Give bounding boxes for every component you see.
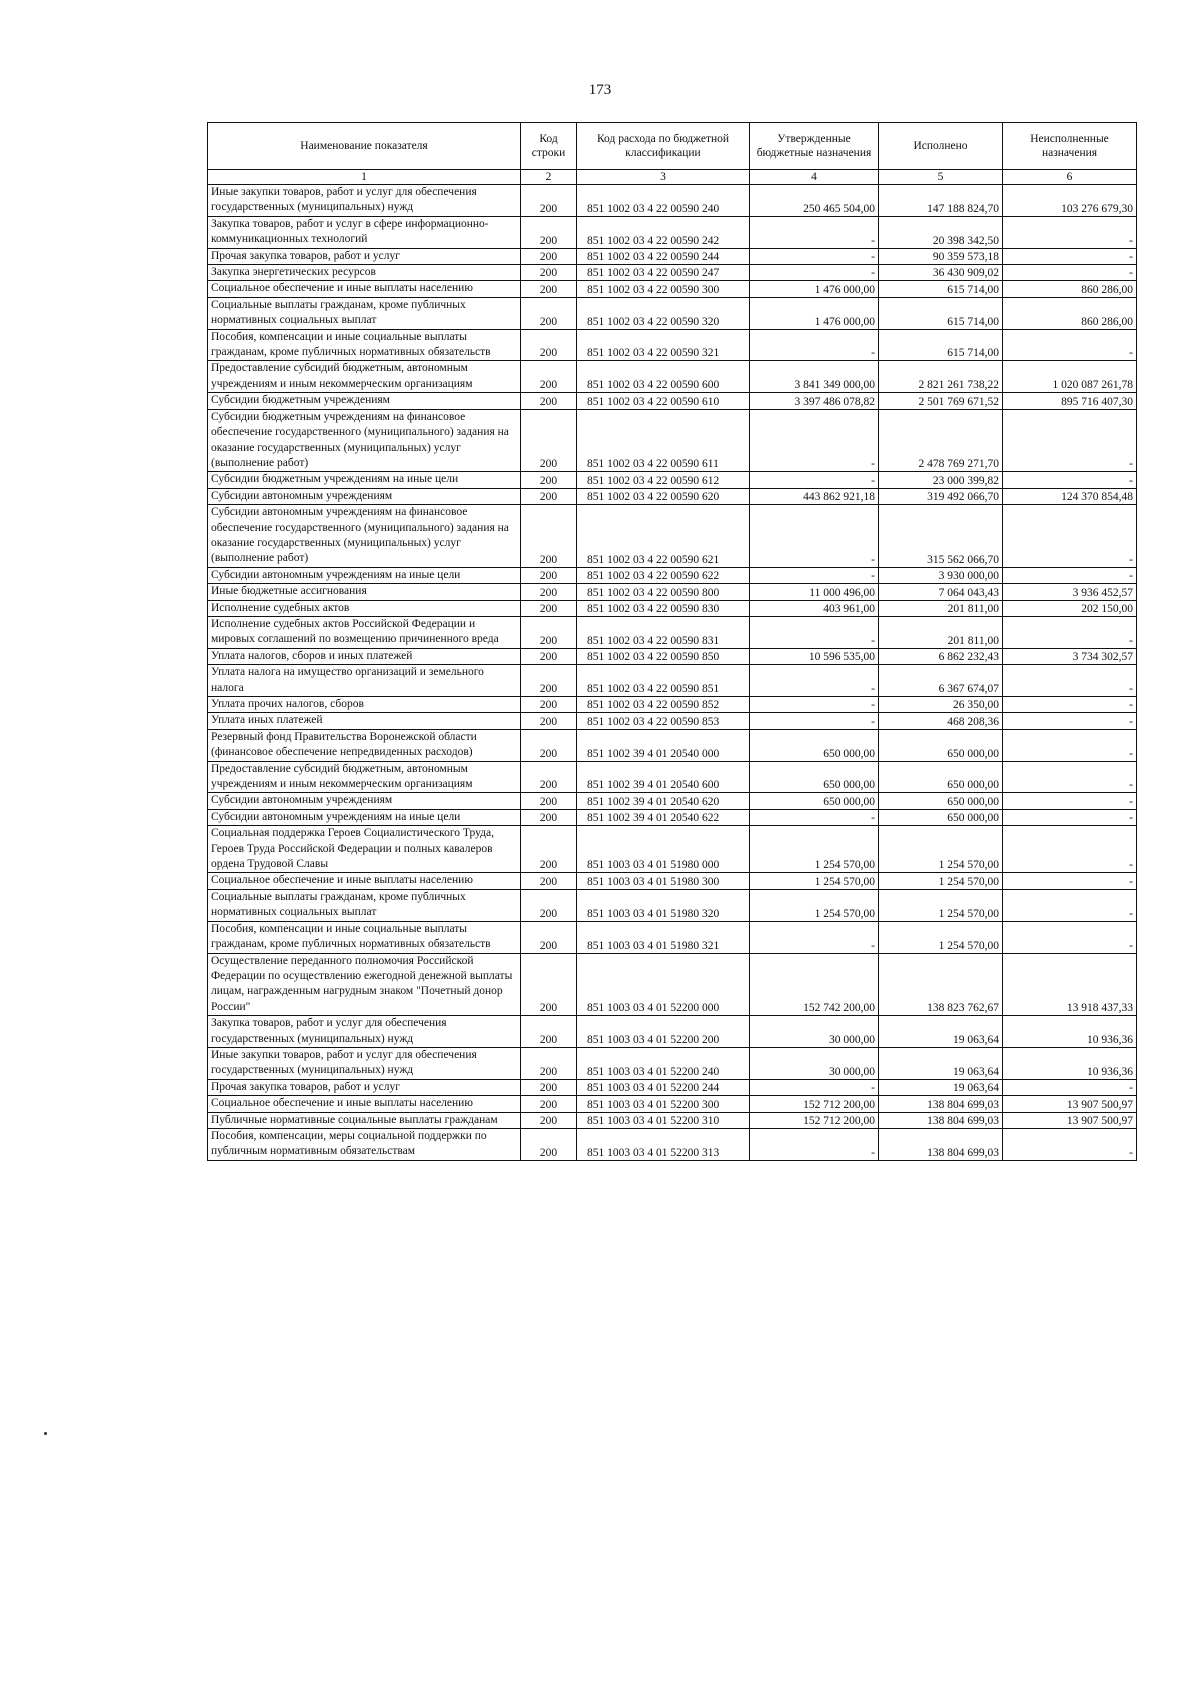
row-classification-cell: 851 1003 03 4 01 52200 244 <box>577 1079 750 1095</box>
table-body <box>208 185 1137 1161</box>
row-classification-cell: 851 1002 03 4 22 00590 320 <box>577 297 750 329</box>
column-number: 4 <box>750 170 879 185</box>
table-row <box>208 600 1137 616</box>
row-executed-cell: 19 063,64 <box>879 1016 1003 1048</box>
row-approved-cell: 10 596 535,00 <box>750 648 879 664</box>
row-unexecuted-cell: 1 020 087 261,78 <box>1003 361 1137 393</box>
table-row <box>208 248 1137 264</box>
row-unexecuted-cell: - <box>1003 1079 1137 1095</box>
row-name-cell: Субсидии автономным учреждениям <box>208 488 521 504</box>
row-line-code-cell: 200 <box>521 393 577 409</box>
table-row <box>208 665 1137 697</box>
row-classification-cell: 851 1003 03 4 01 51980 000 <box>577 826 750 873</box>
row-line-code-cell: 200 <box>521 472 577 488</box>
row-classification-cell: 851 1002 03 4 22 00590 600 <box>577 361 750 393</box>
row-approved-cell: - <box>750 567 879 583</box>
row-unexecuted-cell: - <box>1003 616 1137 648</box>
row-executed-cell: 615 714,00 <box>879 281 1003 297</box>
table-row <box>208 409 1137 472</box>
row-line-code-cell: 200 <box>521 873 577 889</box>
row-unexecuted-cell: - <box>1003 248 1137 264</box>
row-classification-cell: 851 1002 03 4 22 00590 247 <box>577 265 750 281</box>
row-line-code-cell: 200 <box>521 953 577 1016</box>
row-classification-cell: 851 1002 03 4 22 00590 240 <box>577 185 750 217</box>
row-approved-cell: 1 254 570,00 <box>750 826 879 873</box>
row-executed-cell: 26 350,00 <box>879 697 1003 713</box>
table-row <box>208 265 1137 281</box>
row-executed-cell: 201 811,00 <box>879 600 1003 616</box>
row-name-cell: Исполнение судебных актов Российской Федерации и мировых соглашений по возмещению причиненного вреда <box>208 616 521 648</box>
row-name-cell: Пособия, компенсации и иные социальные выплаты гражданам, кроме публичных нормативных обязательств <box>208 921 521 953</box>
row-classification-cell: 851 1002 03 4 22 00590 853 <box>577 713 750 729</box>
table-row <box>208 216 1137 248</box>
scan-dot <box>44 1432 47 1435</box>
row-unexecuted-cell: 10 936,36 <box>1003 1016 1137 1048</box>
row-name-cell: Предоставление субсидий бюджетным, автономным учреждениям и иным некоммерческим организациям <box>208 361 521 393</box>
row-line-code-cell: 200 <box>521 505 577 568</box>
row-executed-cell: 23 000 399,82 <box>879 472 1003 488</box>
row-line-code-cell: 200 <box>521 729 577 761</box>
row-name-cell: Социальная поддержка Героев Социалистического Труда, Героев Труда Российской Федерации и полных кавалеров ордена Трудовой Славы <box>208 826 521 873</box>
table-row <box>208 297 1137 329</box>
row-approved-cell: - <box>750 713 879 729</box>
row-name-cell: Социальное обеспечение и иные выплаты населению <box>208 1096 521 1112</box>
row-line-code-cell: 200 <box>521 567 577 583</box>
column-number: 3 <box>577 170 750 185</box>
table-row <box>208 1047 1137 1079</box>
row-classification-cell: 851 1002 03 4 22 00590 831 <box>577 616 750 648</box>
table-row <box>208 729 1137 761</box>
row-executed-cell: 1 254 570,00 <box>879 826 1003 873</box>
row-classification-cell: 851 1002 03 4 22 00590 611 <box>577 409 750 472</box>
row-approved-cell: 3 397 486 078,82 <box>750 393 879 409</box>
row-name-cell: Субсидии автономным учреждениям на иные цели <box>208 567 521 583</box>
row-approved-cell: - <box>750 665 879 697</box>
table-row <box>208 1079 1137 1095</box>
row-approved-cell: 403 961,00 <box>750 600 879 616</box>
row-executed-cell: 650 000,00 <box>879 793 1003 809</box>
row-executed-cell: 90 359 573,18 <box>879 248 1003 264</box>
row-unexecuted-cell: 13 907 500,97 <box>1003 1096 1137 1112</box>
row-executed-cell: 468 208,36 <box>879 713 1003 729</box>
row-line-code-cell: 200 <box>521 1096 577 1112</box>
row-approved-cell: - <box>750 1128 879 1160</box>
row-executed-cell: 615 714,00 <box>879 329 1003 361</box>
row-name-cell: Прочая закупка товаров, работ и услуг <box>208 248 521 264</box>
column-number: 1 <box>208 170 521 185</box>
row-classification-cell: 851 1002 03 4 22 00590 620 <box>577 488 750 504</box>
row-approved-cell: - <box>750 505 879 568</box>
row-line-code-cell: 200 <box>521 361 577 393</box>
row-name-cell: Социальное обеспечение и иные выплаты населению <box>208 873 521 889</box>
row-unexecuted-cell: 202 150,00 <box>1003 600 1137 616</box>
row-line-code-cell: 200 <box>521 809 577 825</box>
row-executed-cell: 319 492 066,70 <box>879 488 1003 504</box>
table-row <box>208 1128 1137 1160</box>
row-approved-cell: 650 000,00 <box>750 729 879 761</box>
row-executed-cell: 6 367 674,07 <box>879 665 1003 697</box>
row-classification-cell: 851 1002 03 4 22 00590 610 <box>577 393 750 409</box>
table-row <box>208 648 1137 664</box>
row-executed-cell: 147 188 824,70 <box>879 185 1003 217</box>
row-approved-cell: - <box>750 216 879 248</box>
row-approved-cell: 1 254 570,00 <box>750 889 879 921</box>
row-executed-cell: 3 930 000,00 <box>879 567 1003 583</box>
row-classification-cell: 851 1003 03 4 01 51980 300 <box>577 873 750 889</box>
row-executed-cell: 1 254 570,00 <box>879 921 1003 953</box>
row-line-code-cell: 200 <box>521 584 577 600</box>
row-name-cell: Социальные выплаты гражданам, кроме публичных нормативных социальных выплат <box>208 889 521 921</box>
row-name-cell: Уплата налога на имущество организаций и земельного налога <box>208 665 521 697</box>
row-classification-cell: 851 1002 39 4 01 20540 622 <box>577 809 750 825</box>
row-approved-cell: 250 465 504,00 <box>750 185 879 217</box>
row-classification-cell: 851 1002 39 4 01 20540 600 <box>577 761 750 793</box>
column-number: 5 <box>879 170 1003 185</box>
row-line-code-cell: 200 <box>521 648 577 664</box>
table-row <box>208 953 1137 1016</box>
row-approved-cell: - <box>750 921 879 953</box>
row-classification-cell: 851 1002 39 4 01 20540 620 <box>577 793 750 809</box>
row-name-cell: Субсидии бюджетным учреждениям на финансовое обеспечение государственного (муниципального) задания на оказание государственных (муниципальных) услуг (выполнение работ) <box>208 409 521 472</box>
row-approved-cell: - <box>750 809 879 825</box>
table-row <box>208 616 1137 648</box>
row-classification-cell: 851 1002 03 4 22 00590 800 <box>577 584 750 600</box>
table-row <box>208 826 1137 873</box>
row-unexecuted-cell: - <box>1003 216 1137 248</box>
row-executed-cell: 20 398 342,50 <box>879 216 1003 248</box>
table-row <box>208 809 1137 825</box>
row-executed-cell: 650 000,00 <box>879 729 1003 761</box>
row-unexecuted-cell: 10 936,36 <box>1003 1047 1137 1079</box>
row-executed-cell: 315 562 066,70 <box>879 505 1003 568</box>
row-executed-cell: 1 254 570,00 <box>879 873 1003 889</box>
row-unexecuted-cell: 860 286,00 <box>1003 297 1137 329</box>
row-unexecuted-cell: - <box>1003 873 1137 889</box>
table-row <box>208 361 1137 393</box>
row-name-cell: Исполнение судебных актов <box>208 600 521 616</box>
row-unexecuted-cell: - <box>1003 889 1137 921</box>
row-classification-cell: 851 1003 03 4 01 52200 313 <box>577 1128 750 1160</box>
row-executed-cell: 650 000,00 <box>879 809 1003 825</box>
row-classification-cell: 851 1002 39 4 01 20540 000 <box>577 729 750 761</box>
row-line-code-cell: 200 <box>521 1128 577 1160</box>
row-line-code-cell: 200 <box>521 1112 577 1128</box>
row-name-cell: Публичные нормативные социальные выплаты гражданам <box>208 1112 521 1128</box>
row-approved-cell: 1 476 000,00 <box>750 297 879 329</box>
table-row <box>208 1112 1137 1128</box>
row-name-cell: Уплата прочих налогов, сборов <box>208 697 521 713</box>
row-unexecuted-cell: - <box>1003 761 1137 793</box>
row-line-code-cell: 200 <box>521 761 577 793</box>
row-line-code-cell: 200 <box>521 488 577 504</box>
row-line-code-cell: 200 <box>521 409 577 472</box>
table-row <box>208 281 1137 297</box>
row-line-code-cell: 200 <box>521 1047 577 1079</box>
column-header-unexecuted: Неисполненные назначения <box>1003 123 1137 170</box>
row-line-code-cell: 200 <box>521 713 577 729</box>
row-unexecuted-cell: - <box>1003 713 1137 729</box>
row-approved-cell: - <box>750 1079 879 1095</box>
row-line-code-cell: 200 <box>521 600 577 616</box>
row-classification-cell: 851 1002 03 4 22 00590 321 <box>577 329 750 361</box>
row-executed-cell: 201 811,00 <box>879 616 1003 648</box>
row-name-cell: Пособия, компенсации и иные социальные выплаты гражданам, кроме публичных нормативных обязательств <box>208 329 521 361</box>
table-row <box>208 873 1137 889</box>
row-approved-cell: 152 742 200,00 <box>750 953 879 1016</box>
table-row <box>208 329 1137 361</box>
row-unexecuted-cell: 3 936 452,57 <box>1003 584 1137 600</box>
row-executed-cell: 2 821 261 738,22 <box>879 361 1003 393</box>
row-name-cell: Резервный фонд Правительства Воронежской области (финансовое обеспечение непредвиденных расходов) <box>208 729 521 761</box>
column-header-budget-classification: Код расхода по бюджетной классификации <box>577 123 750 170</box>
row-executed-cell: 2 478 769 271,70 <box>879 409 1003 472</box>
row-executed-cell: 138 804 699,03 <box>879 1112 1003 1128</box>
row-line-code-cell: 200 <box>521 281 577 297</box>
row-approved-cell: 650 000,00 <box>750 793 879 809</box>
table-row <box>208 761 1137 793</box>
column-header-name: Наименование показателя <box>208 123 521 170</box>
row-unexecuted-cell: - <box>1003 809 1137 825</box>
row-classification-cell: 851 1002 03 4 22 00590 830 <box>577 600 750 616</box>
row-unexecuted-cell: - <box>1003 793 1137 809</box>
row-approved-cell: 3 841 349 000,00 <box>750 361 879 393</box>
row-executed-cell: 615 714,00 <box>879 297 1003 329</box>
row-unexecuted-cell: - <box>1003 729 1137 761</box>
row-name-cell: Социальные выплаты гражданам, кроме публичных нормативных социальных выплат <box>208 297 521 329</box>
row-name-cell: Субсидии автономным учреждениям на финансовое обеспечение государственного (муниципального) задания на оказание государственных (муниципальных) услуг (выполнение работ) <box>208 505 521 568</box>
row-name-cell: Уплата иных платежей <box>208 713 521 729</box>
row-executed-cell: 1 254 570,00 <box>879 889 1003 921</box>
row-line-code-cell: 200 <box>521 216 577 248</box>
row-unexecuted-cell: 13 907 500,97 <box>1003 1112 1137 1128</box>
row-name-cell: Предоставление субсидий бюджетным, автономным учреждениям и иным некоммерческим организациям <box>208 761 521 793</box>
row-unexecuted-cell: - <box>1003 921 1137 953</box>
row-executed-cell: 138 804 699,03 <box>879 1096 1003 1112</box>
row-line-code-cell: 200 <box>521 665 577 697</box>
column-number-row <box>208 170 1137 185</box>
table-row <box>208 567 1137 583</box>
row-unexecuted-cell: 895 716 407,30 <box>1003 393 1137 409</box>
row-unexecuted-cell: - <box>1003 826 1137 873</box>
table-row <box>208 488 1137 504</box>
row-approved-cell: 152 712 200,00 <box>750 1112 879 1128</box>
table-row <box>208 584 1137 600</box>
row-approved-cell: 30 000,00 <box>750 1016 879 1048</box>
column-header-executed: Исполнено <box>879 123 1003 170</box>
table-row <box>208 472 1137 488</box>
table-row <box>208 793 1137 809</box>
row-name-cell: Социальное обеспечение и иные выплаты населению <box>208 281 521 297</box>
row-approved-cell: - <box>750 329 879 361</box>
table-row <box>208 185 1137 217</box>
row-classification-cell: 851 1003 03 4 01 51980 320 <box>577 889 750 921</box>
table-row <box>208 697 1137 713</box>
row-executed-cell: 19 063,64 <box>879 1047 1003 1079</box>
row-executed-cell: 19 063,64 <box>879 1079 1003 1095</box>
row-line-code-cell: 200 <box>521 185 577 217</box>
row-name-cell: Закупка товаров, работ и услуг для обеспечения государственных (муниципальных) нужд <box>208 1016 521 1048</box>
row-unexecuted-cell: - <box>1003 472 1137 488</box>
row-unexecuted-cell: 124 370 854,48 <box>1003 488 1137 504</box>
row-name-cell: Иные бюджетные ассигнования <box>208 584 521 600</box>
row-executed-cell: 650 000,00 <box>879 761 1003 793</box>
row-approved-cell: 1 254 570,00 <box>750 873 879 889</box>
row-classification-cell: 851 1002 03 4 22 00590 242 <box>577 216 750 248</box>
row-name-cell: Уплата налогов, сборов и иных платежей <box>208 648 521 664</box>
row-classification-cell: 851 1003 03 4 01 52200 200 <box>577 1016 750 1048</box>
row-classification-cell: 851 1003 03 4 01 52200 240 <box>577 1047 750 1079</box>
table-row <box>208 505 1137 568</box>
row-line-code-cell: 200 <box>521 265 577 281</box>
row-name-cell: Субсидии бюджетным учреждениям на иные цели <box>208 472 521 488</box>
row-unexecuted-cell: - <box>1003 567 1137 583</box>
row-approved-cell: - <box>750 697 879 713</box>
row-line-code-cell: 200 <box>521 889 577 921</box>
row-line-code-cell: 200 <box>521 616 577 648</box>
header-row <box>208 123 1137 170</box>
row-approved-cell: - <box>750 248 879 264</box>
row-line-code-cell: 200 <box>521 1079 577 1095</box>
row-classification-cell: 851 1003 03 4 01 52200 300 <box>577 1096 750 1112</box>
column-header-line-code: Код строки <box>521 123 577 170</box>
row-unexecuted-cell: 3 734 302,57 <box>1003 648 1137 664</box>
row-approved-cell: 650 000,00 <box>750 761 879 793</box>
row-approved-cell: - <box>750 472 879 488</box>
row-unexecuted-cell: 13 918 437,33 <box>1003 953 1137 1016</box>
table-row <box>208 393 1137 409</box>
row-name-cell: Субсидии автономным учреждениям на иные цели <box>208 809 521 825</box>
row-name-cell: Закупка энергетических ресурсов <box>208 265 521 281</box>
row-line-code-cell: 200 <box>521 329 577 361</box>
row-classification-cell: 851 1003 03 4 01 52200 000 <box>577 953 750 1016</box>
row-approved-cell: - <box>750 265 879 281</box>
row-classification-cell: 851 1002 03 4 22 00590 851 <box>577 665 750 697</box>
row-classification-cell: 851 1002 03 4 22 00590 622 <box>577 567 750 583</box>
column-number: 6 <box>1003 170 1137 185</box>
row-name-cell: Пособия, компенсации, меры социальной поддержки по публичным нормативным обязательствам <box>208 1128 521 1160</box>
row-unexecuted-cell: - <box>1003 665 1137 697</box>
table-row <box>208 921 1137 953</box>
row-line-code-cell: 200 <box>521 297 577 329</box>
row-unexecuted-cell: - <box>1003 505 1137 568</box>
row-unexecuted-cell: 860 286,00 <box>1003 281 1137 297</box>
table-row <box>208 889 1137 921</box>
row-name-cell: Иные закупки товаров, работ и услуг для обеспечения государственных (муниципальных) нужд <box>208 1047 521 1079</box>
row-approved-cell: 11 000 496,00 <box>750 584 879 600</box>
row-unexecuted-cell: 103 276 679,30 <box>1003 185 1137 217</box>
row-line-code-cell: 200 <box>521 697 577 713</box>
row-line-code-cell: 200 <box>521 793 577 809</box>
row-unexecuted-cell: - <box>1003 409 1137 472</box>
row-name-cell: Субсидии бюджетным учреждениям <box>208 393 521 409</box>
row-name-cell: Закупка товаров, работ и услуг в сфере информационно-коммуникационных технологий <box>208 216 521 248</box>
page-number: 173 <box>588 82 612 98</box>
row-line-code-cell: 200 <box>521 248 577 264</box>
row-unexecuted-cell: - <box>1003 1128 1137 1160</box>
row-name-cell: Иные закупки товаров, работ и услуг для обеспечения государственных (муниципальных) нужд <box>208 185 521 217</box>
row-executed-cell: 138 804 699,03 <box>879 1128 1003 1160</box>
row-line-code-cell: 200 <box>521 921 577 953</box>
row-line-code-cell: 200 <box>521 1016 577 1048</box>
row-classification-cell: 851 1002 03 4 22 00590 850 <box>577 648 750 664</box>
row-classification-cell: 851 1002 03 4 22 00590 300 <box>577 281 750 297</box>
row-unexecuted-cell: - <box>1003 265 1137 281</box>
column-number: 2 <box>521 170 577 185</box>
row-approved-cell: - <box>750 616 879 648</box>
table-row <box>208 713 1137 729</box>
row-unexecuted-cell: - <box>1003 329 1137 361</box>
row-name-cell: Прочая закупка товаров, работ и услуг <box>208 1079 521 1095</box>
row-classification-cell: 851 1003 03 4 01 51980 321 <box>577 921 750 953</box>
table-row <box>208 1016 1137 1048</box>
row-executed-cell: 36 430 909,02 <box>879 265 1003 281</box>
row-approved-cell: 443 862 921,18 <box>750 488 879 504</box>
row-approved-cell: 1 476 000,00 <box>750 281 879 297</box>
row-classification-cell: 851 1002 03 4 22 00590 621 <box>577 505 750 568</box>
row-name-cell: Осуществление переданного полномочия Российской Федерации по осуществлению ежегодной денежной выплаты лицам, награжденным нагрудным знаком "Почетный донор России" <box>208 953 521 1016</box>
row-executed-cell: 2 501 769 671,52 <box>879 393 1003 409</box>
row-classification-cell: 851 1002 03 4 22 00590 852 <box>577 697 750 713</box>
row-executed-cell: 138 823 762,67 <box>879 953 1003 1016</box>
row-name-cell: Субсидии автономным учреждениям <box>208 793 521 809</box>
row-approved-cell: - <box>750 409 879 472</box>
row-approved-cell: 152 712 200,00 <box>750 1096 879 1112</box>
row-classification-cell: 851 1003 03 4 01 52200 310 <box>577 1112 750 1128</box>
row-executed-cell: 6 862 232,43 <box>879 648 1003 664</box>
column-header-approved: Утвержденные бюджетные назначения <box>750 123 879 170</box>
row-approved-cell: 30 000,00 <box>750 1047 879 1079</box>
row-executed-cell: 7 064 043,43 <box>879 584 1003 600</box>
row-classification-cell: 851 1002 03 4 22 00590 244 <box>577 248 750 264</box>
row-line-code-cell: 200 <box>521 826 577 873</box>
budget-execution-table <box>207 122 1137 1161</box>
row-unexecuted-cell: - <box>1003 697 1137 713</box>
row-classification-cell: 851 1002 03 4 22 00590 612 <box>577 472 750 488</box>
table-row <box>208 1096 1137 1112</box>
